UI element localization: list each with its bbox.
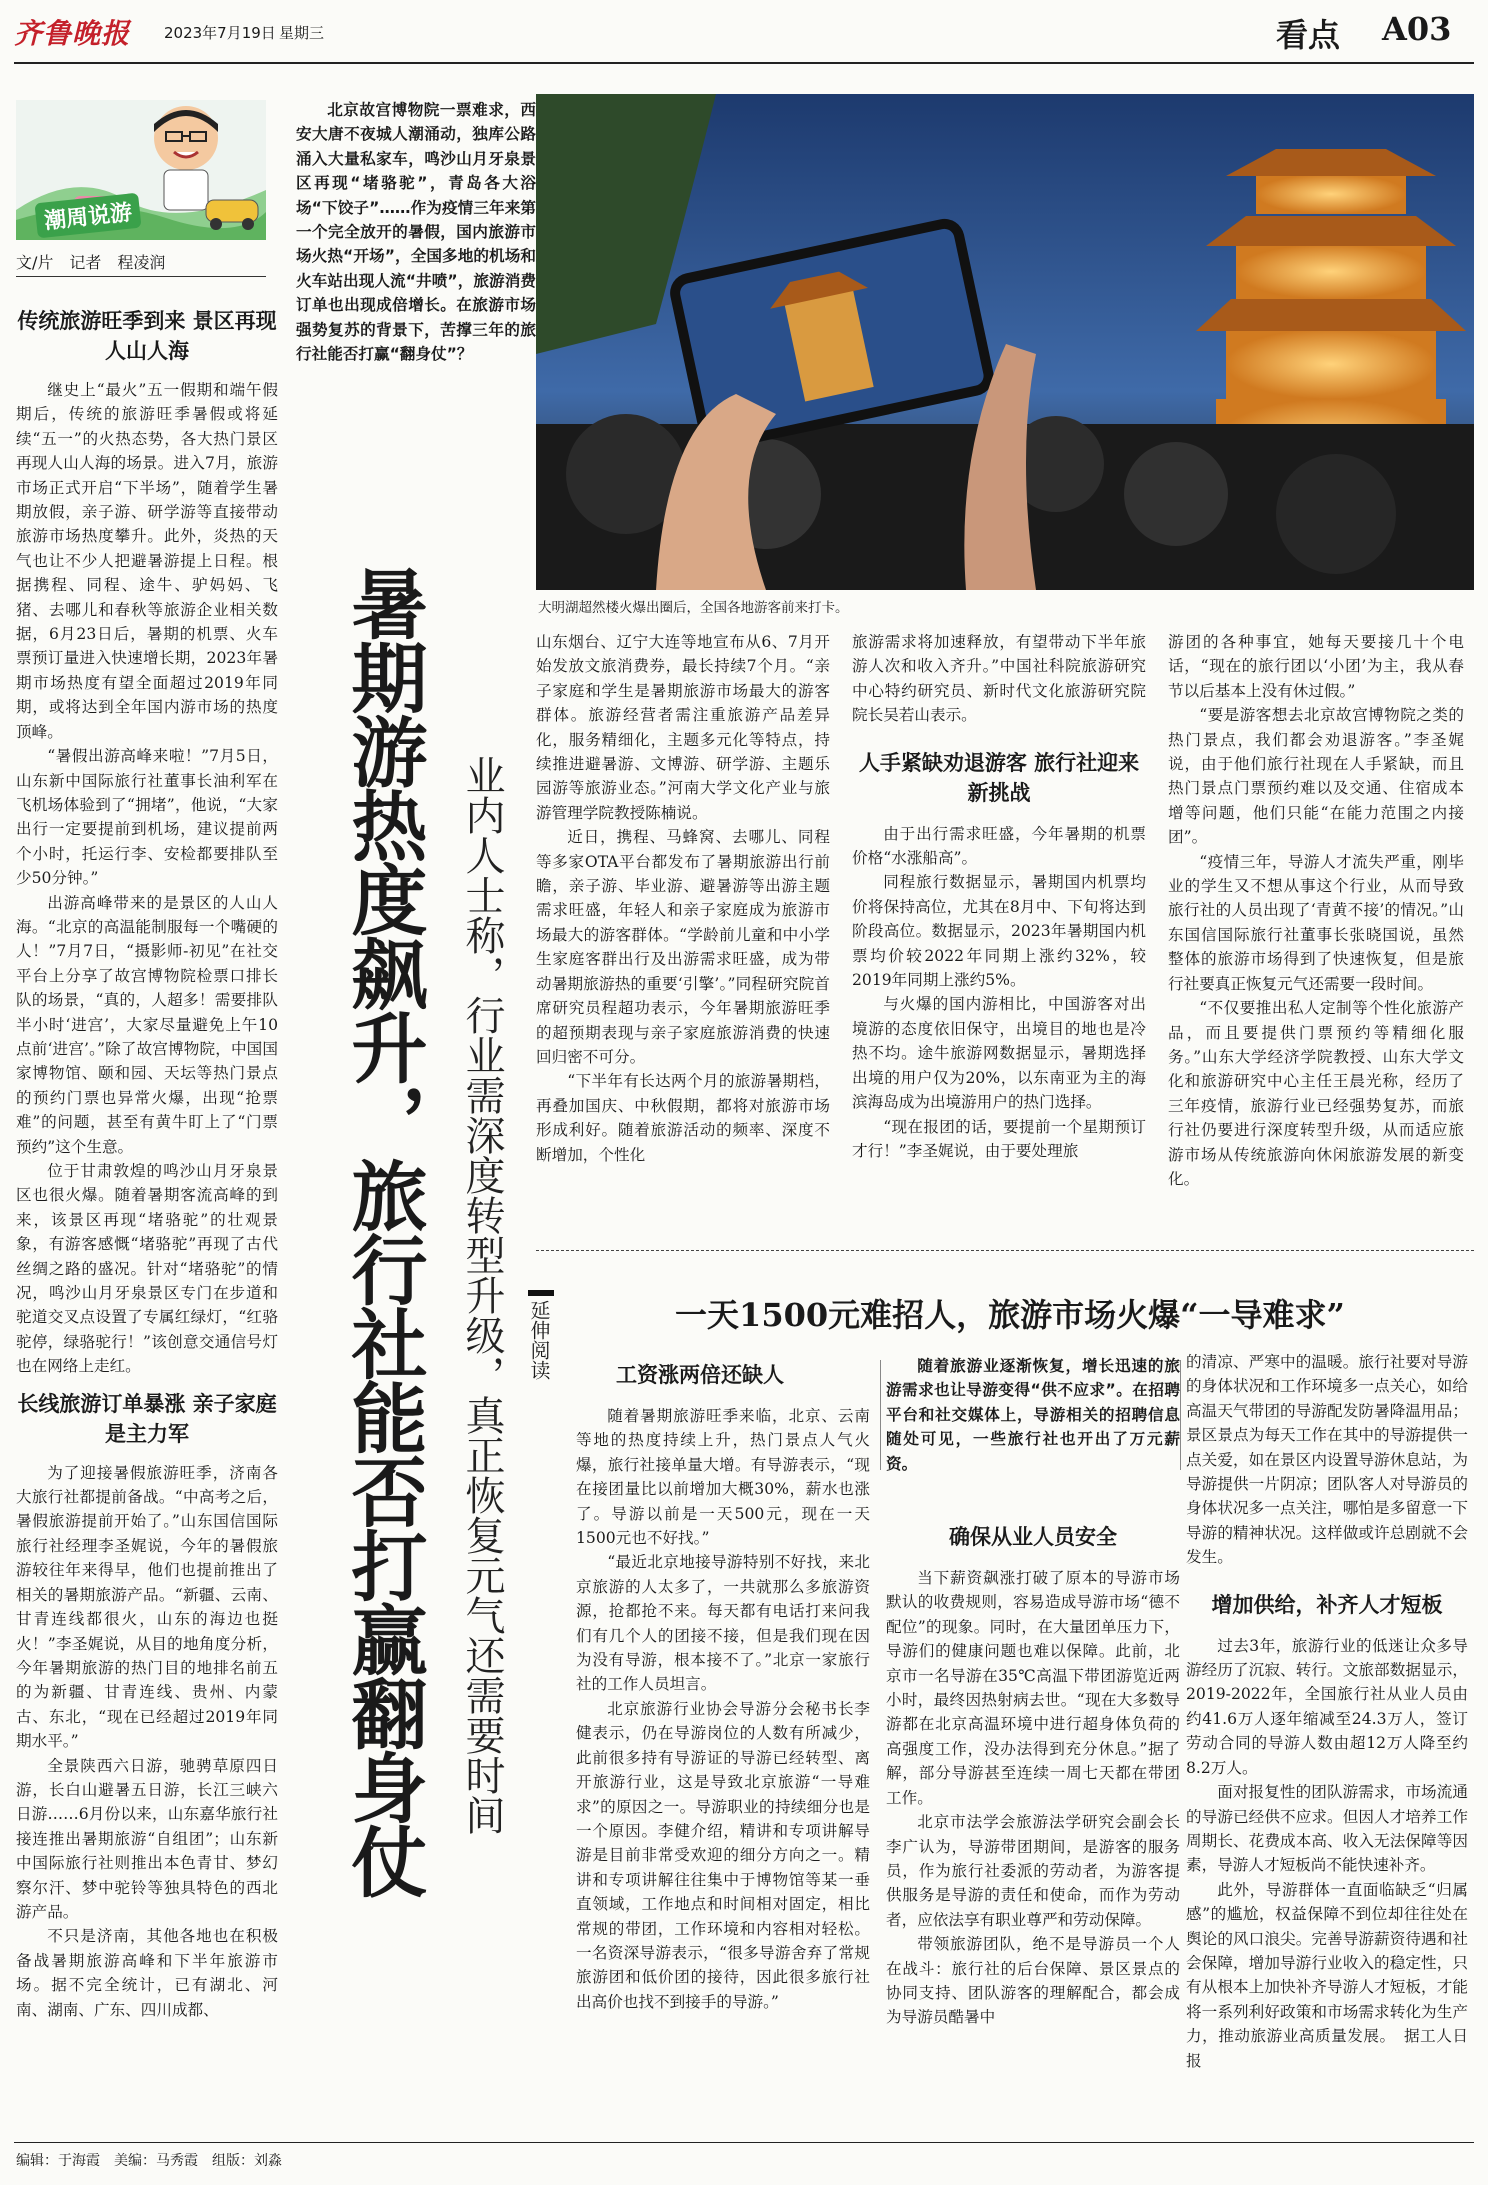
body-paragraph: 全景陕西六日游，驰骋草原四日游，长白山避暑五日游，长江三峡六日游……6月份以来，山东嘉华旅行社接连推出暑期旅游“自组团”；山东新中国际旅行社则推出本色青甘、梦幻察尔汗、梦中驼铃等独具特色的西北游产品。 [16,1756,278,1921]
extension-headline: 一天1500元难招人，旅游市场火爆“一导难求” [675,1296,1345,1334]
newspaper-logo: 齐鲁晚报 [14,17,131,50]
subhead-long-trips: 长线旅游订单暴涨 亲子家庭是主力军 [17,1391,277,1446]
body-paragraph: 带领旅游团队，绝不是导游员一个人在战斗：旅行社的后台保障、景区景点的协同支持、团队游客的理解配合，都会成为导游员酷暑中 [886,1935,1180,2027]
body-paragraph: 山东烟台、辽宁大连等地宣布从6、7月开始发放文旅消费券，最长持续7个月。“亲子家庭和学生是暑期旅游市场最大的游客群体。旅游经营者需注重旅游产品差异化，服务精细化，主题多元化等特点，持续推进避暑游、文博游、研学游、主题乐园游等旅游业态。”河南大学文化产业与旅游管理学院教授陈楠说。 [536,633,830,822]
mid-column-2 [852,630,1146,1230]
footer-rule [14,2142,1474,2143]
body-paragraph: 过去3年，旅游行业的低迷让众多导游经历了沉寂、转行。文旅部数据显示，2019-2022年，全国旅行社从业人员由约41.6万人逐年缩减至24.3万人，签订劳动合同的导游人数由超12万人降至约8.2万人。 [1186,1636,1468,1777]
masthead-rule [14,62,1474,64]
footer-credits: 编辑：于海霞 美编：马秀霞 组版：刘淼 [16,2153,282,2169]
extension-tag: 延伸阅读 [528,1290,554,1380]
body-paragraph: 面对报复性的团队游需求，市场流通的导游已经供不应求。但因人才培养工作周期长、花费成本高、收入无法保障等因素，导游人才短板尚不能快速补齐。 [1186,1783,1468,1875]
byline: 文/片 记者 程凌润 [16,253,166,272]
body-paragraph: 北京市法学会旅游法学研究会副会长李广认为，导游带团期间，是游客的服务员，作为旅行社委派的劳动者，为游客提供服务是导游的责任和使命，而作为劳动者，应依法享有职业尊严和劳动保障。 [886,1813,1180,1929]
body-paragraph: 旅游需求将加速释放，有望带动下半年旅游人次和收入齐升。”中国社科院旅游研究中心特约研究员、新时代文化旅游研究院院长吴若山表示。 [852,633,1146,725]
body-paragraph: “最近北京地接导游特别不好找，来北京旅游的人太多了，一共就那么多旅游资源，抢都抢不来。每天都有电话打来问我们有几个人的团接不接，但是我们现在因为没有导游，根本接不了。”北京一家旅行社的工作人员坦言。 [576,1553,870,1694]
body-paragraph: 北京旅游行业协会导游分会秘书长李健表示，仍在导游岗位的人数有所减少，此前很多持有导游证的导游已经转型、离开旅游行业，这是导致北京旅游“一导难求”的原因之一。导游职业的持续细分也是一个原因。李健介绍，精讲和专项讲解导游是目前非常受欢迎的细分方向之一。精讲和专项讲解往往集中于博物馆等某一垂直领域，工作地点和时间相对固定，相比常规的带团，工作环境和内容相对轻松。一名资深导游表示，“很多导游舍弃了常规旅游团和低价团的接待，因此很多旅行社出高价也找不到接手的导游。” [576,1699,870,2011]
issue-weekday: 星期三 [279,24,325,42]
subhead-supply: 增加供给，补齐人才短板 [1211,1592,1443,1617]
subhead-peak-season: 传统旅游旺季到来 景区再现人山人海 [17,309,277,363]
body-paragraph: 此外，导游群体一直面临缺乏“归属感”的尴尬，权益保障不到位却往往处在舆论的风口浪尖。完善导游薪资待遇和社会保障，增加导游行业收入的稳定性，只有从根本上加快补齐导游人才短板，才能将一系列利好政策和市场需求转化为生产力，推动旅游业高质量发展。 据工人日报 [1186,1880,1468,2070]
ext-column-3 [1186,1350,1468,2110]
lead-summary [296,98,536,568]
body-paragraph: 同程旅行数据显示，暑期国内机票均价将保持高位，尤其在8月中、下旬将达到阶段高位。数据显示，2023年暑期国内机票均价较2022年同期上涨约32%，较2019年同期上涨约5%。 [852,873,1146,990]
body-paragraph: “暑假出游高峰来啦！”7月5日，山东新中国际旅行社董事长油利军在飞机场体验到了“拥堵”，他说，“大家出行一定要提前到机场，建议提前两个小时，托运行李、安检都要排队至少50分钟。” [16,747,278,888]
body-paragraph: 当下薪资飙涨打破了原本的导游市场默认的收费规则，容易造成导游市场“德不配位”的现象。同时，在大量团单压力下，导游们的健康问题也难以保障。此前，北京市一名导游在35℃高温下带团游览近两小时，最终因热射病去世。“现在大多数导游都在北京高温环境中进行超身体负荷的高强度工作，没办法得到充分休息。”据了解，部分导游甚至连续一周七天都在带团工作。 [886,1569,1180,1807]
headline-main: 暑期游热度飙升，旅行社能否打赢翻身仗 [339,565,428,1897]
body-paragraph: 为了迎接暑假旅游旺季，济南各大旅行社都提前备战。“中高考之后，暑假旅游提前开始了。”山东国信国际旅行社经理李圣娓说，今年的暑假旅游较往年来得早，他们也提前推出了相关的暑期旅游产品。“新疆、云南、甘青连线都很火，山东的海边也挺火！”李圣娓说，从目的地角度分析，今年暑期旅游的热门目的地排名前五的为新疆、甘青连线、贵州、内蒙古、东北，“现在已经超过2019年同期水平。” [16,1463,278,1751]
body-paragraph: 继史上“最火”五一假期和端午假期后，传统的旅游旺季暑假或将延续“五一”的火热态势，各大热门景区再现人山人海的场景。进入7月，旅游市场正式开启“下半场”，随着学生暑期放假，亲子游、研学游等直接带动旅游市场热度攀升。此外，炎热的天气也让不少人把避暑游提上日程。根据携程、同程、途牛、驴妈妈、飞猪、去哪儿和春秋等旅游企业相关数据，6月23日后，暑期的机票、火车票预订量进入快速增长期，2023年暑期市场热度有望全面超过2019年同期，或将达到全年国内游市场的热度顶峰。 [16,381,278,741]
left-column [16,300,278,2120]
ext-column-2 [886,1350,1180,2110]
body-paragraph: 不只是济南，其他各地也在积极备战暑期旅游高峰和下半年旅游市场。据不完全统计，已有湖北、河南、湖南、广东、四川成都、 [16,1927,278,2019]
page-number: A03 [1382,10,1452,48]
mid-column-3 [1168,630,1464,1230]
body-paragraph: 的清凉、严寒中的温暖。旅行社要对导游的身体状况和工作环境多一点关心，如给高温天气带团的导游配发防暑降温用品；景区景点为每天工作在其中的导游提供一点关爱，如在景区内设置导游休息站，为导游提供一片阴凉；团队客人对导游员的身体状况多一点关注，哪怕是多留意一下导游的精神状况。这样做或许总剧就不会发生。 [1186,1353,1468,1567]
night-pavilion-photo [536,94,1474,590]
masthead [14,8,1474,58]
ext-divider-1 [880,1360,881,1470]
ext-column-1 [576,1350,870,2110]
lead-photo [536,94,1474,590]
section-label: 看点 [1276,16,1341,54]
headline-deck: 业内人士称，行业需深度转型升级，真正恢复元气还需要时间 [459,755,505,1835]
body-paragraph: “要是游客想去北京故宫博物院之类的热门景点，我们都会劝退游客。”李圣娓说，由于他们旅行社现在人手紧缺，而且热门景点门票预约难以及交通、住宿成本增等问题，他们只能“在能力范围之内接团”。 [1168,706,1464,847]
lead-summary-text: 北京故宫博物院一票难求，西安大唐不夜城人潮涌动，独库公路涌入大量私家车，鸣沙山月牙泉景区再现“堵骆驼”，青岛各大浴场“下饺子”……作为疫情三年来第一个完全放开的暑假，国内旅游市场火热“开场”，全国多地的机场和火车站出现人流“井喷”，旅游消费订单也出现成倍增长。在旅游市场强势复苏的背景下，苦撑三年的旅行社能否打赢“翻身仗”？ [296,101,536,364]
extension-top-rule [536,1250,1474,1251]
body-paragraph: “现在报团的话，要提前一个星期预订才行！”李圣娓说，由于要处理旅 [852,1117,1146,1160]
photo-caption: 大明湖超然楼火爆出圈后，全国各地游客前来打卡。 [538,600,849,616]
subhead-staff-shortage: 人手紧缺劝退游客 旅行社迎来新挑战 [858,750,1140,805]
body-paragraph: 游团的各种事宜，她每天要接几十个电话，“现在的旅行团以‘小团’为主，我从春节以后基本上没有休过假。” [1168,633,1464,700]
extension-lead: 随着旅游业逐渐恢复，增长迅速的旅游需求也让导游变得“供不应求”。在招聘平台和社交媒体上，导游相关的招聘信息随处可见，一些旅行社也开出了万元薪资。 [886,1357,1180,1473]
body-paragraph: “疫情三年，导游人才流失严重，刚毕业的学生又不想从事这个行业，从而导致旅行社的人员出现了‘青黄不接’的情况。”山东国信国际旅行社董事长张晓国说，虽然整体的旅游市场得到了快速恢复，但是旅行社要真正恢复元气还需要一段时间。 [1168,852,1464,993]
issue-date: 2023年7月19日 [164,24,276,42]
ext-divider-2 [1180,1360,1181,1470]
subhead-safety: 确保从业人员安全 [949,1525,1117,1550]
column-badge-label: 潮周说游 [34,193,141,239]
byline-rule [16,276,266,277]
body-paragraph: 由于出行需求旺盛，今年暑期的机票价格“水涨船高”。 [852,824,1146,868]
body-paragraph: 与火爆的国内游相比，中国游客对出境游的态度依旧保守，出境目的地也是冷热不均。途牛旅游网数据显示，暑期选择出境的用户仅为20%，以东南亚为主的海滨海岛成为出境游用户的热门选择。 [852,995,1146,1112]
body-paragraph: 近日，携程、马蜂窝、去哪儿、同程等多家OTA平台都发布了暑期旅游出行前瞻，亲子游、毕业游、避暑游等出游主题需求旺盛，年轻人和亲子家庭成为旅游市场最大的游客群体。“学龄前儿童和中小学生家庭客群出行及出游需求旺盛，成为带动暑期旅游热的重要‘引擎’。”同程研究院首席研究员程超功表示，今年暑期旅游旺季的超预期表现与亲子家庭旅游消费的快速回归密不可分。 [536,828,830,1066]
body-paragraph: 随着暑期旅游旺季来临，北京、云南等地的热度持续上升，热门景点人气火爆，旅行社接单量大增。有导游表示，“现在接团量比以前增加大概30%，薪水也涨了。导游以前是一天500元，现在一天1500元也不好找。” [576,1407,870,1548]
mid-column-1 [536,630,830,1230]
body-paragraph: “不仅要推出私人定制等个性化旅游产品，而且要提供门票预约等精细化服务。”山东大学经济学院教授、山东大学文化和旅游研究中心主任王晨光称，经历了三年疫情，旅游行业已经强势复苏，而旅行社仍要进行深度转型升级，从而适应旅游市场从传统旅游向休闲旅游发展的新变化。 [1168,999,1464,1188]
body-paragraph: 位于甘肃敦煌的鸣沙山月牙泉景区也很火爆。随着暑期客流高峰的到来，该景区再现“堵骆驼”的壮观景象，有游客感慨“堵骆驼”再现了古代丝绸之路的盛况。针对“堵骆驼”的情况，鸣沙山月牙泉景区专门在步道和驼道交叉点设置了专属红绿灯，“红骆驼停，绿骆驼行！”该创意交通信号灯也在网络上走红。 [16,1162,278,1376]
subhead-wage-rise: 工资涨两倍还缺人 [616,1363,784,1387]
body-paragraph: “下半年有长达两个月的旅游暑期档，再叠加国庆、中秋假期，都将对旅游市场形成利好。随着旅游活动的频率、深度不断增加，个性化 [536,1072,830,1164]
column-badge [16,100,266,240]
body-paragraph: 出游高峰带来的是景区的人山人海。“北京的高温能制服每一个嘴硬的人！”7月7日，“摄影师-初见”在社交平台上分享了故宫博物院检票口排长队的场景，“真的，人超多！需要排队半小时‘进宫’，大家尽量避免上午10点前‘进宫’。”除了故宫博物院，中国国家博物馆、颐和园、天坛等热门景点的预约门票也异常火爆，出现“抢票难”的问题，甚至有黄牛盯上了“门票预约”这个生意。 [16,893,278,1156]
